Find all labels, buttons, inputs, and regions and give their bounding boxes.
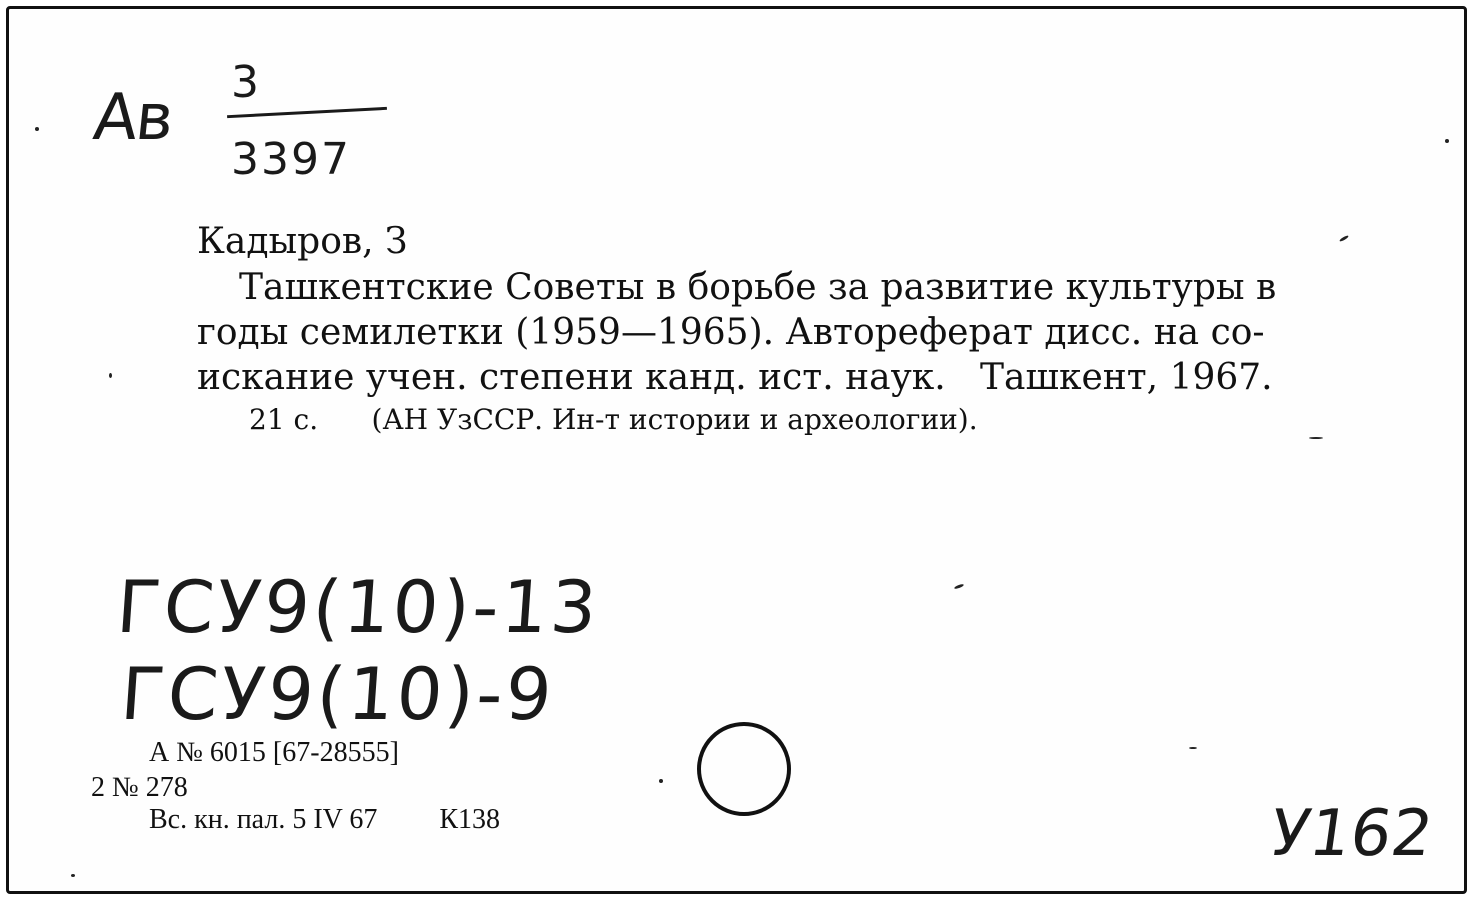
classification-code-1: ГСУ9(10)-13 xyxy=(114,565,603,649)
print-speck xyxy=(35,127,39,131)
print-speck xyxy=(1309,437,1323,439)
shelfmark-numerator: 3 xyxy=(231,57,259,108)
circle-stamp xyxy=(697,722,791,816)
author-heading: Кадыров, З xyxy=(197,221,408,262)
copy-number: 2 № 278 xyxy=(91,772,188,803)
accession-number: А № 6015 [67-28555] xyxy=(149,737,399,768)
page-count: 21 с. xyxy=(249,403,319,436)
print-speck xyxy=(109,373,112,378)
title-line-3: искание учен. степени канд. ист. наук. Ташкент, 1967. xyxy=(197,357,1273,398)
print-speck xyxy=(1189,747,1197,749)
print-speck xyxy=(71,874,75,877)
shelfmark-fraction-bar xyxy=(227,107,387,118)
registry-code: К138 xyxy=(439,804,501,835)
title-line-1: Ташкентские Советы в борьбе за развитие культуры в xyxy=(239,267,1277,308)
print-speck xyxy=(659,779,663,783)
title-description xyxy=(197,265,1349,400)
collation-line xyxy=(249,403,978,436)
shelfmark-prefix: Ав xyxy=(90,81,176,155)
title-line-2: годы семилетки (1959—1965). Автореферат дисс. на со- xyxy=(197,312,1265,353)
print-speck xyxy=(954,583,964,589)
book-chamber-date: Вс. кн. пал. 5 IV 67 xyxy=(149,804,378,835)
shelfmark-denominator: 3397 xyxy=(231,134,351,185)
print-speck xyxy=(1445,139,1449,143)
institution-note: (АН УзССР. Ин-т истории и археологии). xyxy=(371,403,978,436)
classification-code-2: ГСУ9(10)-9 xyxy=(118,652,558,736)
catalog-card xyxy=(6,6,1467,894)
print-speck xyxy=(1339,235,1349,243)
inventory-number: У162 xyxy=(1265,797,1438,871)
registry-line xyxy=(149,804,500,836)
